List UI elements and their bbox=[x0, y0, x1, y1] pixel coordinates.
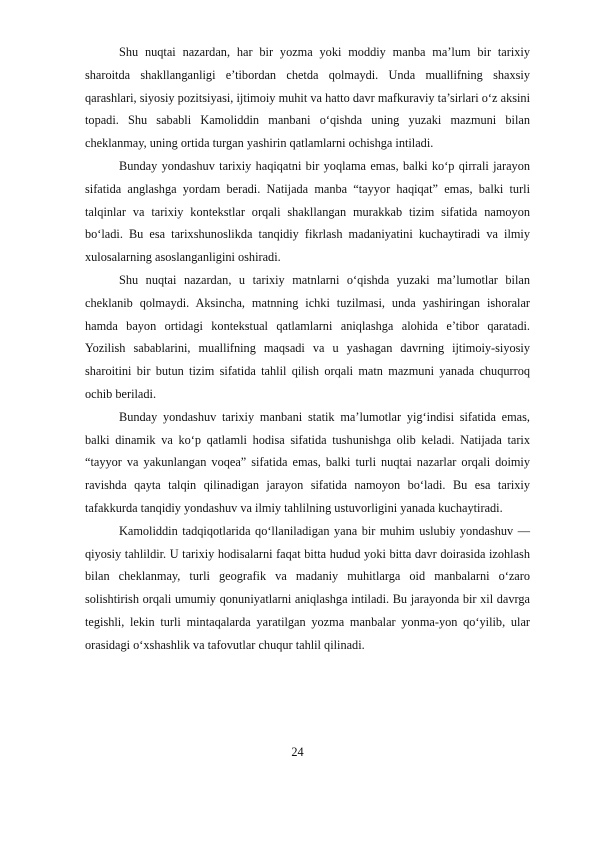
paragraph-5: Kamoliddin tadqiqotlarida qo‘llaniladigan yana bir muhim uslubiy yondashuv — qiyosiy tahlildir. U tarixiy hodisalarni faqat bitta hudud yoki bitta davr doirasida izohlash bilan cheklanmay, turli geografik va madaniy muhitlarga oid manbalarni o‘zaro solishtirish orqali umumiy qonuniyatlarni aniqlashga intiladi. Bu jarayonda bir xil davrga tegishli, lekin turli mintaqalarda yaratilgan yozma manbalar yonma-yon qo‘yilib, ular orasidagi o‘xshashlik va tafovutlar chuqur tahlil qilinadi. bbox=[85, 523, 530, 652]
paragraph-2: Bunday yondashuv tarixiy haqiqatni bir yoqlama emas, balki ko‘p qirrali jarayon sifatida anglashga yordam beradi. Natijada manba “tayyor haqiqat” emas, balki turli talqinlar va tarixiy kontekstlar orqali shakllangan murakkab tizim sifatida namoyon bo‘ladi. Bu esa tarixshunoslikda tanqidiy fikrlash madaniyatini kuchaytiradi va ilmiy xulosalarning asoslanganligini oshiradi. bbox=[85, 158, 530, 265]
paragraph-4: Bunday yondashuv tarixiy manbani statik ma’lumotlar yig‘indisi sifatida emas, balki dinamik va ko‘p qatlamli hodisa sifatida tushunishga olib keladi. Natijada tarix “tayyor va yakunlangan voqea” sifatida emas, balki turli nuqtai nazarlar orqali doimiy ravishda qayta talqin qilinadigan jarayon sifatida namoyon bo‘ladi. Bu esa tarixiy tafakkurda tanqidiy yondashuv va ilmiy tahlilning ustuvorligini yanada kuchaytiradi. bbox=[85, 409, 530, 515]
paragraph-1: Shu nuqtai nazardan, har bir yozma yoki moddiy manba ma’lum bir tarixiy sharoitda shakllanganligi e’tibordan chetda qolmaydi. Unda muallifning shaxsiy qarashlari, siyosiy pozitsiyasi, ijtimoiy muhit va hatto davr mafkuraviy ta’sirlari o‘z aksini topadi. Shu sababli Kamoliddin manbani o‘qishda uning yuzaki mazmuni bilan cheklanmay, uning ortida turgan yashirin qatlamlarni ochishga intiladi. bbox=[85, 45, 530, 151]
paragraph-3: Shu nuqtai nazardan, u tarixiy matnlarni o‘qishda yuzaki ma’lumotlar bilan cheklanib qolmaydi. Aksincha, matnning ichki tuzilmasi, unda yashiringan ishoralar hamda bayon ortidagi kontekstual qatlamlarni aniqlashga alohida e’tibor qaratadi. Yozilish sabablarini, muallifning maqsadi va u yashagan davrning ijtimoiy-siyosiy sharoitini bir butun tizim sifatida tahlil qilish orqali matn mazmuni yanada chuqurroq ochib beriladi. bbox=[85, 272, 530, 401]
text-body bbox=[85, 41, 530, 657]
page-number: 24 bbox=[291, 745, 304, 759]
